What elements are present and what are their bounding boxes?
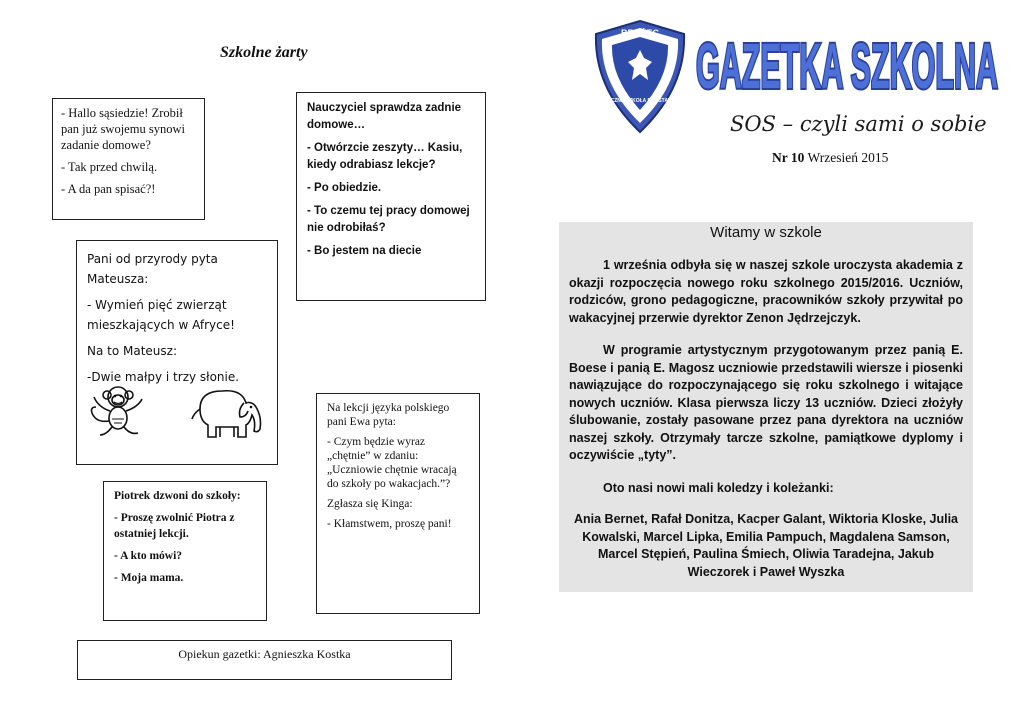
joke-line: Piotrek dzwoni do szkoły: — [114, 490, 241, 502]
newspaper-subtitle: SOS – czyli sami o sobie — [730, 112, 987, 136]
joke-box-phone-call — [103, 481, 267, 621]
welcome-article — [559, 222, 973, 592]
joke-line: - Bo jestem na diecie — [307, 245, 422, 257]
joke-line: Zgłasza się Kinga: — [327, 498, 413, 510]
issue-info — [772, 150, 888, 166]
joke-line: - Czym będzie wyraz „chętnie” w zdaniu: „Uczniowie chętnie wracają do szkoły po wakacjach.”? — [327, 436, 457, 490]
joke-box-neighbor — [52, 98, 205, 220]
monkey-icon — [88, 383, 150, 439]
joke-line: - Wymień pięć zwierząt mieszkających w Afryce! — [87, 298, 235, 332]
article-title: Witamy w szkole — [710, 224, 822, 241]
elephant-icon — [186, 383, 266, 439]
masthead-title: GAZETKA SZKOLNA — [696, 30, 998, 98]
issue-number: Nr 10 — [772, 150, 805, 165]
joke-line: - Tak przed chwilą. — [61, 160, 158, 174]
joke-line: Nauczyciel sprawdza zadnie domowe… — [307, 102, 462, 131]
masthead-title-outline: GAZETKA SZKOLNA — [696, 30, 998, 98]
joke-line: - A da pan spisać?! — [61, 182, 156, 196]
joke-line: - Otwórzcie zeszyty… Kasiu, kiedy odrabiasz lekcje? — [307, 142, 463, 171]
joke-line: Pani od przyrody pyta Mateusza: — [87, 252, 218, 286]
joke-line: - A kto mówi? — [114, 550, 183, 562]
joke-line: - Po obiedzie. — [307, 182, 382, 194]
caretaker-text: Opiekun gazetki: Agnieszka Kostka — [178, 647, 351, 661]
joke-box-homework — [296, 92, 486, 301]
joke-line: -Dwie małpy i trzy słonie. — [87, 370, 240, 384]
caretaker-box — [77, 640, 452, 680]
joke-line: - Kłamstwem, proszę pani! — [327, 518, 452, 530]
jokes-section-title: Szkolne żarty — [220, 44, 308, 61]
new-students-list: Ania Bernet, Rafał Donitza, Kacper Galant, Wiktoria Kloske, Julia Kowalski, Marcel Lipka, Emilia Pampuch, Magdalena Samson, Marcel Stępień, Paulina Śmiech, Oliwia Taradejna, Jakub Wieczorek i Paweł Wyszka — [573, 512, 958, 579]
joke-line: - To czemu tej pracy domowej nie odrobiłaś? — [307, 205, 470, 234]
joke-line: - Proszę zwolnić Piotra z ostatniej lekcji. — [114, 512, 235, 540]
joke-line: - Moja mama. — [114, 572, 184, 584]
logo-top-text: BROŻEC — [621, 28, 659, 38]
joke-line: Na to Mateusz: — [87, 344, 177, 358]
masthead-banner — [692, 28, 1002, 98]
joke-line: - Hallo sąsiedzie! Zrobił pan już swojemu synowi zadanie domowe? — [61, 106, 185, 152]
article-paragraph: 1 września odbyła się w naszej szkole uroczysta akademia z okazji rozpoczęcia nowego roku szkolnego 2015/2016. Uczniów, rodziców, grono pedagogiczne, pracowników szkoły przywitał po wakacyjnej przerwie dyrektor Zenon Jędrzejczyk. — [569, 258, 963, 325]
logo-ring-text: PUBLICZNA SZKOŁA PODSTAWOWA — [595, 98, 685, 104]
school-logo-shield — [592, 18, 688, 136]
issue-date: Wrzesień 2015 — [807, 150, 889, 165]
article-paragraph: W programie artystycznym przygotowanym przez panią E. Boese i panią E. Magosz uczniowie przedstawili wiersze i piosenki nawiązujące do rozpoczynającego się roku szkolnego i witające nowych uczniów. Klasa pierwsza liczy 13 uczniów. Dzieci złożyły ślubowanie, zostały pasowane przez pana dyrektora na uczniów naszej szkoły. Otrzymały tarcze szkolne, pamiątkowe dyplomy i oczywiście „tyty”. — [569, 343, 963, 462]
article-paragraph: Oto nasi nowi mali koledzy i koleżanki: — [603, 480, 834, 495]
joke-line: Na lekcji języka polskiego pani Ewa pyta: — [327, 402, 450, 428]
joke-box-polish-lesson — [316, 393, 480, 614]
